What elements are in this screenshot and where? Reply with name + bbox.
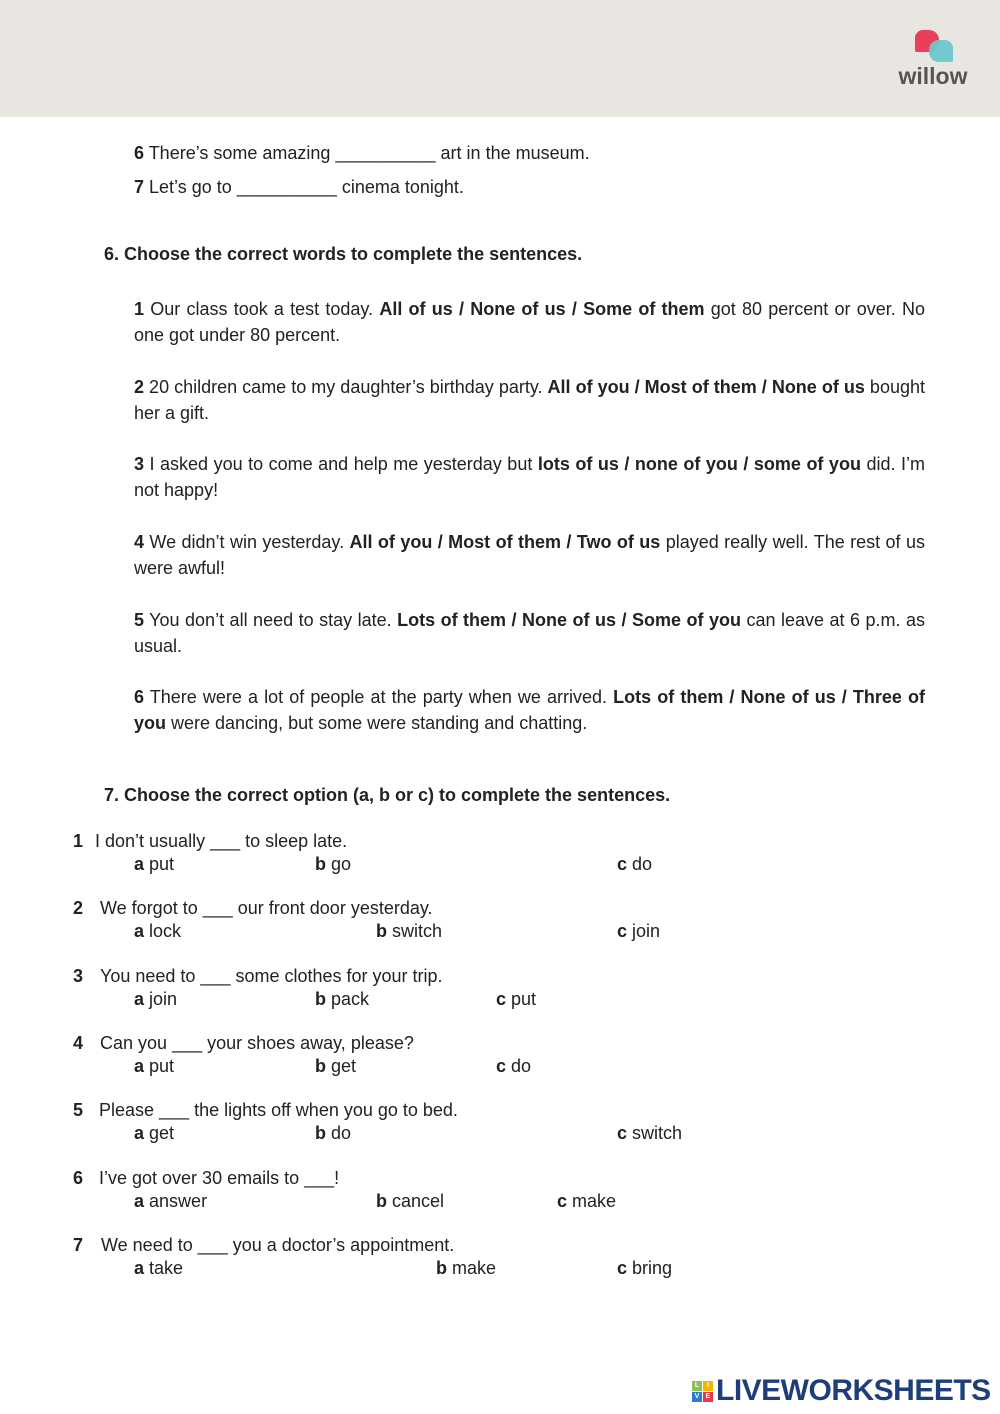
question-item: 7 We need to ___ you a doctor’s appointment. a take b make c bring — [73, 1235, 673, 1278]
word-choices[interactable]: All of us / None of us / Some of them — [379, 299, 705, 319]
choice-item: 1 Our class took a test today. All of us / None of us / Some of them got 80 percent or over. No one got under 80 percent. — [134, 299, 925, 345]
option-b[interactable]: b cancel — [376, 1191, 445, 1211]
question-item: 2 We forgot to ___ our front door yesterday. a lock b switch c join — [73, 898, 661, 941]
page-header — [0, 0, 1000, 117]
word-choices[interactable]: lots of us / none of you / some of you — [537, 454, 861, 474]
choice-item: 3 I asked you to come and help me yesterday but lots of us / none of you / some of you did. I’m not happy! — [134, 454, 925, 500]
choice-item: 5 You don’t all need to stay late. Lots of them / None of us / Some of you can leave at 6 p.m. as usual. — [134, 610, 925, 656]
question-item: 5 Please ___ the lights off when you go to bed. a get b do c switch — [73, 1100, 683, 1143]
option-c[interactable]: c make — [557, 1191, 617, 1211]
choice-item: 2 20 children came to my daughter’s birthday party. All of you / Most of them / None of us bought her a gift. — [134, 377, 925, 423]
option-b[interactable]: b make — [436, 1258, 497, 1278]
word-choices[interactable]: Lots of them / None of us / Some of you — [397, 610, 741, 630]
question-item: 3 You need to ___ some clothes for your trip. a join b pack c put — [73, 966, 537, 1009]
logo-text: willow — [898, 63, 968, 89]
option-a[interactable]: a take — [134, 1258, 184, 1278]
option-b[interactable]: b go — [315, 854, 352, 874]
sentence-7: 7 Let’s go to __________ cinema tonight. — [134, 177, 464, 197]
option-b[interactable]: b do — [315, 1123, 352, 1143]
word-choices[interactable]: Lots of them / None of us / Three of you — [134, 687, 925, 733]
option-b[interactable]: b get — [315, 1056, 357, 1076]
option-a[interactable]: a get — [134, 1123, 175, 1143]
word-choices[interactable]: All of you / Most of them / None of us — [547, 377, 865, 397]
option-b[interactable]: b pack — [315, 989, 370, 1009]
option-a[interactable]: a put — [134, 854, 175, 874]
option-c[interactable]: c do — [496, 1056, 532, 1076]
option-c[interactable]: c do — [617, 854, 653, 874]
option-c[interactable]: c bring — [617, 1258, 673, 1278]
section-7-heading: 7. Choose the correct option (a, b or c) to complete the sentences. — [104, 785, 671, 805]
liveworksheets-logo: L I V E LIVEWORKSHEETS — [692, 1374, 991, 1408]
option-c[interactable]: c switch — [617, 1123, 683, 1143]
option-a[interactable]: a lock — [134, 921, 182, 941]
option-b[interactable]: b switch — [376, 921, 443, 941]
willow-logo — [893, 28, 973, 98]
option-a[interactable]: a put — [134, 1056, 175, 1076]
option-a[interactable]: a join — [134, 989, 178, 1009]
option-c[interactable]: c put — [496, 989, 537, 1009]
choice-item: 4 We didn’t win yesterday. All of you / Most of them / Two of us played really well. The rest of us were awful! — [134, 532, 925, 578]
sentence-6: 6 There’s some amazing __________ art in the museum. — [134, 143, 590, 163]
choice-item: 6 There were a lot of people at the party when we arrived. Lots of them / None of us / Three of you were dancing, but some were standing and chatting. — [134, 687, 925, 733]
live-badge-icon: L I V E — [692, 1381, 713, 1402]
section-6-heading: 6. Choose the correct words to complete the sentences. — [104, 244, 583, 264]
question-item: 1 I don’t usually ___ to sleep late. a put b go c do — [73, 831, 653, 874]
option-a[interactable]: a answer — [134, 1191, 208, 1211]
word-choices[interactable]: All of you / Most of them / Two of us — [349, 532, 661, 552]
teal-bubble-icon — [929, 40, 953, 62]
option-c[interactable]: c join — [617, 921, 661, 941]
question-item: 6 I’ve got over 30 emails to ___! a answer b cancel c make — [73, 1168, 617, 1211]
question-item: 4 Can you ___ your shoes away, please? a put b get c do — [73, 1033, 532, 1076]
